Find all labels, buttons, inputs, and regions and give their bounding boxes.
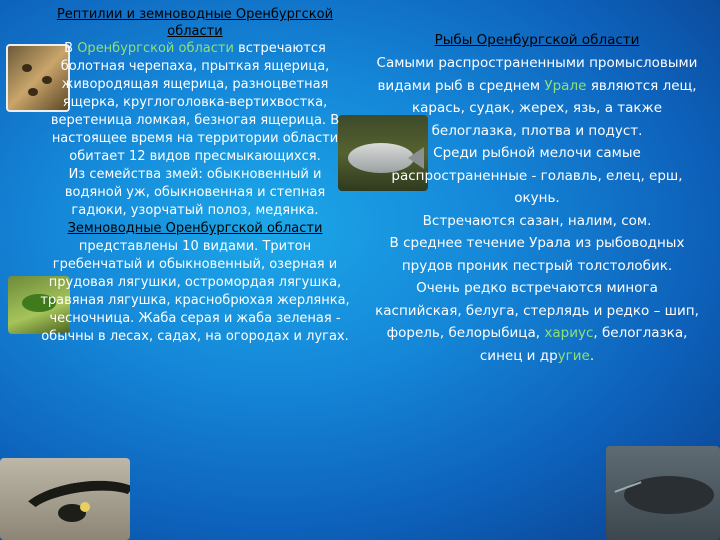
text: , белоглазка, синец и др [479, 325, 688, 364]
ural-link[interactable]: Урале [544, 77, 587, 94]
text: Самыми распространенными промысловыми видами рыб в среднем [376, 55, 698, 94]
fish-paragraph-3: Встречаются сазан, налим, сом. [422, 212, 652, 229]
orenburg-region-link[interactable]: Оренбургской области [77, 41, 234, 56]
text: . [589, 347, 595, 364]
others-link[interactable]: угие [557, 347, 590, 364]
fish-paragraph-1 [372, 52, 702, 142]
reptiles-paragraph-1 [40, 40, 350, 166]
frog-spot [22, 64, 32, 72]
catfish-photo [606, 446, 720, 540]
grayling-link[interactable]: хариус [544, 325, 594, 341]
reptiles-title: Рептилии и земноводные Оренбургской области [56, 7, 334, 39]
text: В [64, 41, 78, 56]
fish-title: Рыбы Оренбургской области [434, 32, 640, 48]
amphibians-paragraph [40, 220, 350, 346]
text: встречаются болотная черепаха, прыткая ящерица, живородящая ящерица, разноцветная ящерка, круглоголовка-вертихвостка, веретеница ломкая, безногая ящерица. В настоящее время на территории области обитает 12 видов пресмыкающихся. [50, 41, 340, 164]
fish-paragraph-5 [372, 277, 702, 367]
snakes-paragraph: Из семейства змей: обыкновенный и водяной уж, обыкновенная и степная гадюки, узорчатый полоз, медянка. [64, 167, 326, 218]
fish-paragraph-2: Среди рыбной мелочи самые распространенные - голавль, елец, ерш, окунь. [391, 145, 683, 206]
text: Очень редко встречаются минога каспийская, белуга, стерлядь и редко – шип, форель, белорыбица, [375, 280, 699, 341]
fish-column [372, 30, 702, 367]
snake-photo [0, 458, 130, 540]
snake-yellow-spot [80, 502, 90, 512]
reptiles-column [40, 6, 350, 346]
text: представлены 10 видами. Тритон гребенчатый и обыкновенный, озерная и прудовая лягушки, остромордая лягушка, травяная лягушка, краснобрюхая жерлянка, чесночница. Жаба серая и жаба зеленая - обычны в лесах, садах, на огородах и лугах. [40, 239, 350, 344]
fish-paragraph-4: В среднее течение Урала из рыбоводных прудов проник пестрый толстолобик. [389, 235, 685, 274]
amphibians-link[interactable]: Земноводные Оренбургской области [67, 221, 323, 236]
text: являются лещ, карась, судак, жерех, язь, а также белоглазка, плотва и подуст. [411, 77, 697, 139]
frog-spot [28, 88, 38, 96]
